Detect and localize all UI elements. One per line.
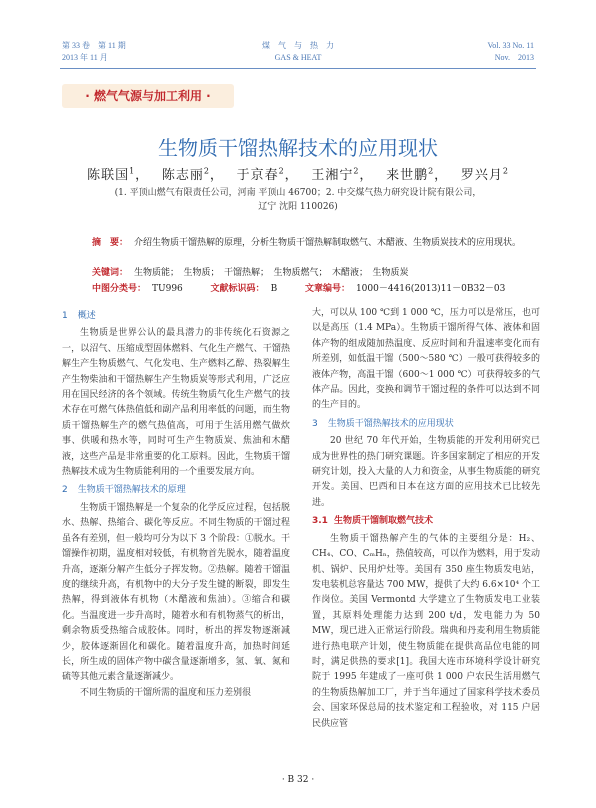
article-no-label: 文章编号： (304, 284, 350, 294)
abstract (92, 236, 526, 250)
author: 于京春$^2$ (236, 166, 285, 183)
journal-volume-en-header (488, 40, 534, 64)
author: 陈志丽$^2$ (161, 166, 210, 183)
keywords-text: 生物质能； 生物质； 干馏热解； 生物质燃气； 木醋液； 生物质炭 (134, 268, 409, 278)
header-divider (60, 68, 536, 69)
affiliations (80, 186, 516, 214)
keywords (92, 266, 526, 280)
section-heading: 3 生物质干馏热解技术的应用现状 (312, 418, 454, 429)
clc-value: TU996 (152, 284, 183, 294)
header-date: 2013 年 11 月 (62, 53, 108, 62)
header-journal-en: GAS & HEAT (274, 53, 322, 62)
abstract-text: 介绍生物质干馏热解的原理，分析生物质干馏热解制取燃气、木醋液、生物质炭技术的应用现状。 (134, 238, 522, 248)
header-date-en: Nov. 2013 (494, 53, 534, 62)
paragraph: 不同生物质的干馏所需的温度和压力差别很 (80, 687, 252, 698)
keywords-label: 关键词： (92, 268, 129, 278)
section-heading: 2 生物质干馏热解技术的原理 (62, 485, 186, 496)
author: 王湘宁$^2$ (311, 166, 360, 183)
article-title: 生物质干馏热解技术的应用现状 (158, 136, 438, 160)
doc-code-label: 文献标识码： (210, 284, 265, 294)
paragraph: 大，可以从 100 ℃到 1 000 ℃，压力可以是常压，也可以是高压（1.4 MPa）。生物质干馏所得气体、液体和固体产物的组成随加热温度、反应时间和升温速率变化而有所差别，如低温干馏（500～580 ℃）一般可获得较多的液体产物，高温干馏（600～1 000 ℃）可获得较多的气体产品。因此，变换和调节干馏过程的条件可以达到不同的生产目的。 (312, 308, 540, 411)
author: 罗兴月$^2$ (460, 166, 509, 183)
header-journal-cn: 煤 气 与 热 力 (262, 41, 334, 50)
classification-line (92, 282, 526, 296)
right-column (312, 306, 540, 732)
author: 陈联国$^1$ (87, 166, 136, 183)
section-heading: 1 概述 (62, 311, 96, 321)
subsection-heading: 3.1 生物质干馏制取燃气技术 (312, 516, 433, 527)
left-column (62, 306, 290, 701)
author: 来世鹏$^2$ (386, 166, 435, 183)
paragraph: 生物质干馏热解产生的气体的主要组分是：H₂、CH₄、CO、CₘHₙ，热值较高，可以作为燃料，用于发动机、锅炉、民用炉灶等。美国有 350 座生物质发电站，发电装机总容量达 700 MW，提供了大约 6.6×10⁴ 个工作岗位。美国 Vermontd 大学建立了生物质发电工业装置，其原料处理能力达到 200 t/d，发电能力为 50 MW，现已进入正常运行阶段。瑞典和丹麦利用生物质能进行热电联产计划，使生物质能在提供高品位电能的同时，满足供热的要求[1]。我国大连市环境科学设计研究院于 1995 年建成了一座可供 1 000 户农民生活用燃气的生物质热解加工厂，并于当年通过了国家科学技术委员会、国家环保总局的技术鉴定和工程验收，对 115 户居民供应管 (312, 533, 541, 729)
paragraph: 生物质是世界公认的最具潜力的非传统化石资源之一，以沼气、压缩成型固体燃料、气化生产燃气、干馏热解生产生物质燃气、气化发电、生产燃料乙醇、热裂解生产生物柴油和干馏热解生产生物质炭等形式利用，广泛应用在国民经济的各个领域。传统生物质气化生产燃气的技术存在可燃气体热值低和副产品利用率低的问题，而生物质干馏热解生产的燃气热值高，可用于生活用燃气做炊事、供暖和热水等，同时可生产生物质炭、焦油和木醋液，这些产品是非常重要的化工原料。因此，生物质干馏热解技术成为生物质能利用的一个重要发展方向。 (62, 328, 290, 478)
header-volume-issue: 第 33 卷 第 11 期 (62, 41, 126, 50)
clc-label: 中图分类号： (92, 284, 147, 294)
article-no-value: 1000－4416(2013)11－0B32－03 (355, 284, 506, 294)
section-banner: · 燃气气源与加工利用 · (62, 84, 234, 108)
affiliation-line: (1. 平顶山燃气有限责任公司，河南 平顶山 46700；2. 中交煤气热力研究设计院有限公司， (114, 188, 482, 198)
page-number: · B 32 · (281, 775, 315, 785)
affiliation-line: 辽宁 沈阳 110026) (258, 202, 338, 212)
header-vol-en: Vol. 33 No. 11 (487, 41, 534, 50)
author-list: 陈联国$^1$， 陈志丽$^2$， 于京春$^2$， 王湘宁$^2$， 来世鹏$^2$， 罗兴月$^2$ (87, 166, 509, 183)
paragraph: 生物质干馏热解是一个复杂的化学反应过程，包括脱水、热解、热缩合、碳化等反应。不同生物质的干馏过程虽各有差别，但一般均可分为以下 3 个阶段：①脱水。干馏操作初期，温度相对较低，有机物首先脱水，随着温度升高，逐渐分解产生低分子挥发物。②热解。随着干馏温度的继续升高，有机物中的大分子发生键的断裂，即发生热解，得到液体有机物（木醋液和焦油）。③缩合和碳化。当温度进一步升高时，随着水和有机物蒸气的析出，剩余物质受热缩合成胶体。同时，析出的挥发物逐渐减少，胶体逐渐固化和碳化。随着温度升高，加热时间延长，所生成的固体产物中碳含量逐渐增多，氢、氧、氮和硫等其他元素含量逐渐减少。 (62, 502, 290, 683)
abstract-label: 摘 要： (92, 238, 129, 248)
doc-code-value: B (270, 284, 278, 294)
paragraph: 20 世纪 70 年代开始，生物质能的开发利用研究已成为世界性的热门研究课题。许多国家制定了相应的开发研究计划，投入大量的人力和资金，从事生物质能的研究开发。美国、巴西和日本在这方面的应用技术已比较先进。 (312, 436, 540, 508)
